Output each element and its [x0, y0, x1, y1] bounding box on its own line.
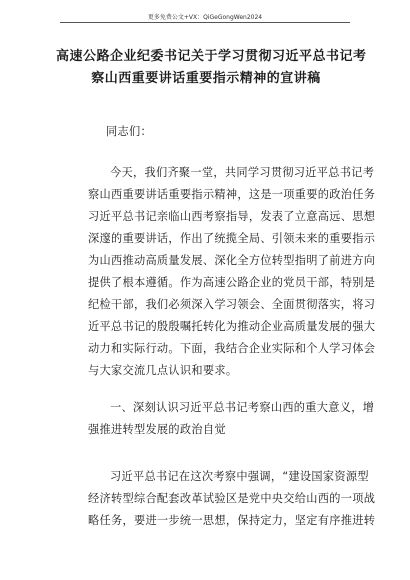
paragraph-line: 察山西重要讲话重要指示精神，这是一项重要的政治任务: [88, 188, 376, 201]
header-divider: [60, 22, 350, 23]
paragraph-intro: [88, 162, 376, 382]
paragraph-line: 习近平总书记在这次考察中强调，“建设国家资源型: [110, 470, 369, 483]
document-title: [56, 46, 367, 90]
paragraph-quote: [88, 466, 376, 532]
section-heading-line: 一、深刻认识习近平总书记考察山西的重大意义，增: [110, 401, 375, 414]
paragraph-line: 习近平总书记亲临山西考察指导，发表了立意高远、思想: [88, 210, 376, 223]
title-line-2: 察山西重要讲话重要指示精神的宣讲稿: [91, 71, 321, 86]
paragraph-line: 为山西推动高质量发展、深化全方位转型指明了前进方向: [88, 254, 376, 267]
paragraph-line: 动力和实际行动。下面，我结合企业实际和个人学习体会: [88, 342, 376, 355]
title-line-1: 高速公路企业纪委书记关于学习贯彻习近平总书记考: [56, 49, 367, 64]
paragraph-line: 经济转型综合配套改革试验区是党中央交给山西的一项战: [88, 492, 376, 505]
page-header: 更多免费公文+VX：QiGeGongWen2024: [147, 14, 263, 21]
salutation: 同志们：: [106, 125, 152, 138]
paragraph-line: 纪检干部，我们必须深入学习领会、全面贯彻落实，将习: [88, 298, 376, 311]
section-heading-1: [88, 397, 375, 441]
paragraph-line: 略任务，要进一步统一思想，保持定力，坚定有序推进转: [88, 514, 376, 527]
paragraph-line: 提供了根本遵循。作为高速公路企业的党员干部，特别是: [88, 276, 376, 289]
paragraph-line: 深邃的重要讲话，作出了统揽全局、引领未来的重要指示: [88, 232, 376, 245]
paragraph-line: 今天，我们齐聚一堂，共同学习贯彻习近平总书记考: [110, 166, 375, 179]
paragraph-line: 近平总书记的殷殷嘱托转化为推动企业高质量发展的强大: [88, 320, 376, 333]
paragraph-line: 与大家交流几点认识和要求。: [88, 364, 238, 377]
section-heading-line: 强推进转型发展的政治自觉: [88, 423, 226, 436]
